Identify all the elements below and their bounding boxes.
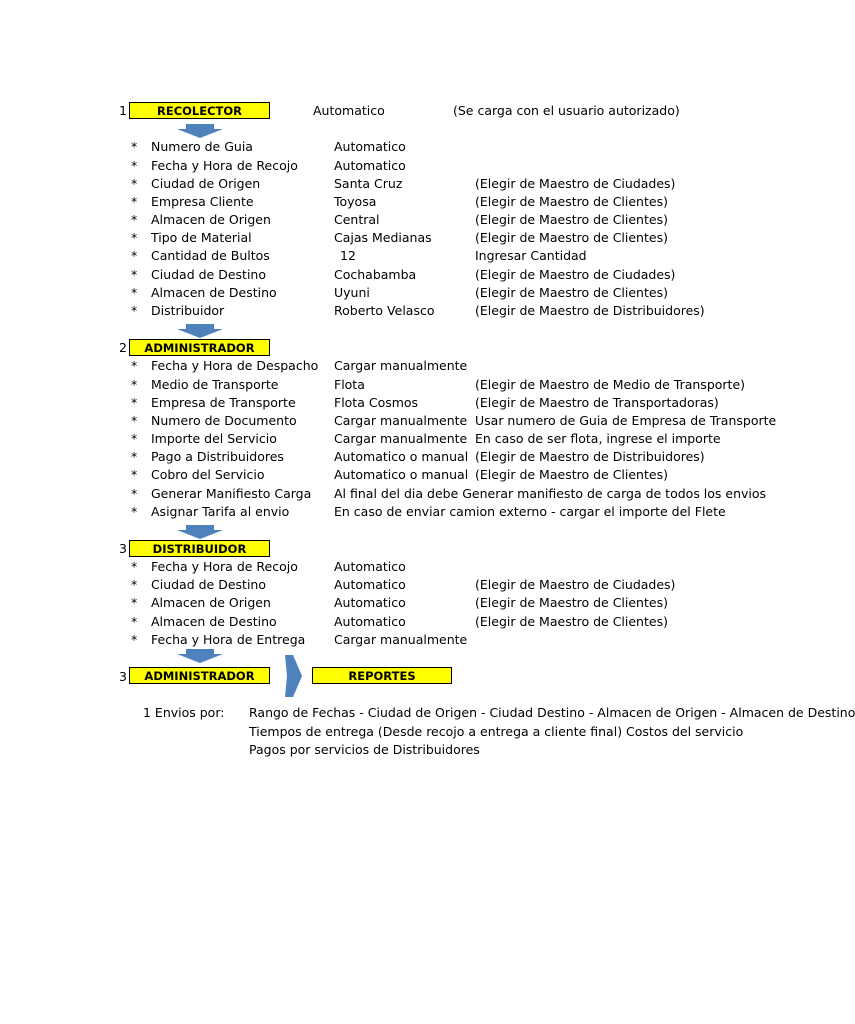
field-label: Ciudad de Destino	[151, 267, 266, 282]
field-value: Roberto Velasco	[334, 303, 435, 318]
recolector-note: (Se carga con el usuario autorizado)	[453, 103, 680, 118]
field-label: Almacen de Destino	[151, 285, 277, 300]
field-label: Almacen de Origen	[151, 595, 271, 610]
field-label: Fecha y Hora de Entrega	[151, 632, 306, 647]
bullet: *	[131, 413, 138, 428]
field-note: (Elegir de Maestro de Distribuidores)	[475, 303, 705, 318]
bullet: *	[131, 559, 138, 574]
field-value: Toyosa	[334, 194, 377, 209]
bullet: *	[131, 212, 138, 227]
section-3-number: 3	[119, 541, 127, 556]
field-value: Cargar manualmente	[334, 358, 468, 373]
field-value: Automatico	[334, 559, 406, 574]
field-note: (Elegir de Maestro de Medio de Transporte)	[475, 377, 746, 392]
field-value: En caso de enviar camion externo - cargar el importe del Flete	[334, 504, 726, 519]
field-value: Flota Cosmos	[334, 395, 419, 410]
field-note: (Elegir de Maestro de Transportadoras)	[475, 395, 719, 410]
recolector-mode: Automatico	[313, 103, 385, 118]
field-value: Cargar manualmente	[334, 632, 468, 647]
reportes-box: REPORTES	[312, 667, 452, 684]
field-note: (Elegir de Maestro de Ciudades)	[475, 267, 676, 282]
field-value: Automatico	[334, 577, 406, 592]
field-note: (Elegir de Maestro de Clientes)	[475, 230, 668, 245]
field-label: Medio de Transporte	[151, 377, 279, 392]
field-label: Fecha y Hora de Despacho	[151, 358, 319, 373]
field-value: Automatico o manual	[334, 449, 469, 464]
field-note: (Elegir de Maestro de Clientes)	[475, 614, 668, 629]
distribuidor-box: DISTRIBUIDOR	[129, 540, 270, 557]
bullet: *	[131, 632, 138, 647]
field-label: Almacen de Destino	[151, 614, 277, 629]
field-value: 12	[340, 248, 356, 263]
field-label: Almacen de Origen	[151, 212, 271, 227]
field-label: Fecha y Hora de Recojo	[151, 559, 298, 574]
field-label: Numero de Documento	[151, 413, 297, 428]
field-label: Empresa Cliente	[151, 194, 254, 209]
bullet: *	[131, 467, 138, 482]
field-value: Santa Cruz	[334, 176, 403, 191]
bullet: *	[131, 158, 138, 173]
reports-label: 1 Envios por:	[143, 705, 225, 720]
field-note: (Elegir de Maestro de Clientes)	[475, 212, 668, 227]
field-value: Automatico o manual	[334, 467, 469, 482]
bullet: *	[131, 285, 138, 300]
down-arrow-icon	[177, 124, 223, 138]
bullet: *	[131, 431, 138, 446]
bullet: *	[131, 230, 138, 245]
bullet: *	[131, 139, 138, 154]
administrador-box-2: ADMINISTRADOR	[129, 667, 270, 684]
bullet: *	[131, 504, 138, 519]
field-note: (Elegir de Maestro de Ciudades)	[475, 577, 676, 592]
field-note: (Elegir de Maestro de Clientes)	[475, 595, 668, 610]
field-value: Cochabamba	[334, 267, 417, 282]
bullet: *	[131, 303, 138, 318]
field-label: Distribuidor	[151, 303, 225, 318]
section-2-number: 2	[119, 340, 127, 355]
field-note: Usar numero de Guia de Empresa de Transporte	[475, 413, 777, 428]
field-value: Automatico	[334, 614, 406, 629]
field-label: Ciudad de Origen	[151, 176, 261, 191]
field-label: Numero de Guia	[151, 139, 253, 154]
bullet: *	[131, 377, 138, 392]
bullet: *	[131, 358, 138, 373]
bullet: *	[131, 194, 138, 209]
field-label: Cobro del Servicio	[151, 467, 265, 482]
field-note: En caso de ser flota, ingrese el importe	[475, 431, 721, 446]
bullet: *	[131, 486, 138, 501]
field-note: Ingresar Cantidad	[475, 248, 587, 263]
down-arrow-icon	[177, 525, 223, 539]
bullet: *	[131, 176, 138, 191]
field-value: Automatico	[334, 595, 406, 610]
reports-line-3: Pagos por servicios de Distribuidores	[249, 742, 480, 757]
field-label: Cantidad de Bultos	[151, 248, 270, 263]
field-note: (Elegir de Maestro de Clientes)	[475, 194, 668, 209]
bullet: *	[131, 248, 138, 263]
field-label: Empresa de Transporte	[151, 395, 296, 410]
field-value: Cargar manualmente	[334, 413, 468, 428]
field-value: Automatico	[334, 139, 406, 154]
bullet: *	[131, 449, 138, 464]
field-label: Generar Manifiesto Carga	[151, 486, 312, 501]
field-note: (Elegir de Maestro de Ciudades)	[475, 176, 676, 191]
field-value: Cajas Medianas	[334, 230, 432, 245]
field-note: (Elegir de Maestro de Clientes)	[475, 467, 668, 482]
field-label: Ciudad de Destino	[151, 577, 266, 592]
bullet: *	[131, 267, 138, 282]
right-arrow-icon	[285, 655, 302, 697]
bullet: *	[131, 614, 138, 629]
field-value: Uyuni	[334, 285, 370, 300]
reports-line-2: Tiempos de entrega (Desde recojo a entrega a cliente final) Costos del servicio	[249, 724, 744, 739]
recolector-box: RECOLECTOR	[129, 102, 270, 119]
field-value: Flota	[334, 377, 365, 392]
down-arrow-icon	[177, 649, 223, 663]
field-note: (Elegir de Maestro de Clientes)	[475, 285, 668, 300]
field-label: Importe del Servicio	[151, 431, 277, 446]
field-label: Tipo de Material	[151, 230, 252, 245]
section-4-number: 3	[119, 669, 127, 684]
field-label: Pago a Distribuidores	[151, 449, 284, 464]
field-value: Automatico	[334, 158, 406, 173]
field-value: Central	[334, 212, 380, 227]
down-arrow-icon	[177, 324, 223, 338]
bullet: *	[131, 395, 138, 410]
field-value: Cargar manualmente	[334, 431, 468, 446]
field-label: Fecha y Hora de Recojo	[151, 158, 298, 173]
bullet: *	[131, 577, 138, 592]
field-label: Asignar Tarifa al envio	[151, 504, 290, 519]
bullet: *	[131, 595, 138, 610]
reports-line-1: Rango de Fechas - Ciudad de Origen - Ciudad Destino - Almacen de Origen - Almacen de Destino	[249, 705, 855, 720]
field-value: Al final del dia debe Generar manifiesto de carga de todos los envios	[334, 486, 767, 501]
administrador-box: ADMINISTRADOR	[129, 339, 270, 356]
field-note: (Elegir de Maestro de Distribuidores)	[475, 449, 705, 464]
section-1-number: 1	[119, 103, 127, 118]
